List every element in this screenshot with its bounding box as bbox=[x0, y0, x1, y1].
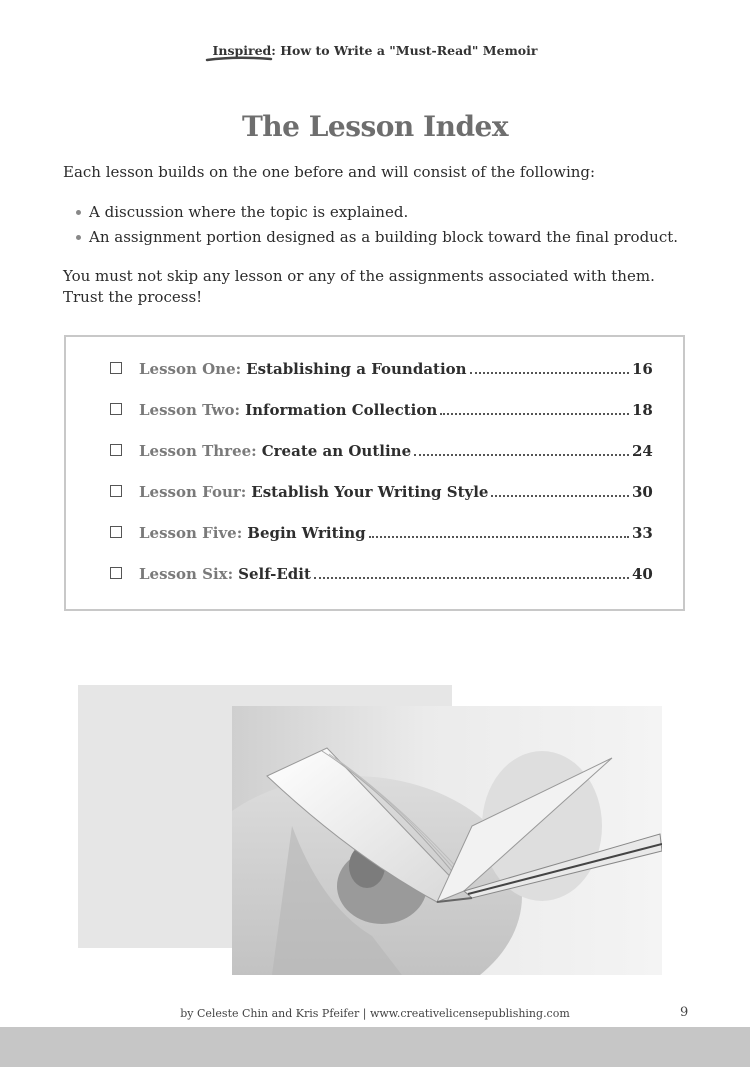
lesson-title: Establish Your Writing Style bbox=[251, 483, 489, 501]
list-item: A discussion where the topic is explained. bbox=[76, 202, 678, 227]
checkbox-icon[interactable] bbox=[110, 403, 122, 415]
lesson-number: Lesson Two: bbox=[139, 401, 241, 419]
lesson-page-number: 16 bbox=[632, 360, 653, 378]
open-book-photo bbox=[232, 706, 662, 975]
brush-underline-icon bbox=[205, 55, 273, 63]
page-title: The Lesson Index bbox=[241, 110, 509, 143]
lesson-row[interactable] bbox=[110, 563, 652, 585]
lesson-title: Self-Edit bbox=[238, 565, 311, 583]
lesson-number: Lesson Five: bbox=[139, 524, 243, 542]
checkbox-icon[interactable] bbox=[110, 362, 122, 374]
brand-name bbox=[213, 43, 276, 58]
dot-leader bbox=[314, 577, 629, 579]
lesson-title: Create an Outline bbox=[261, 442, 412, 460]
note-line: Trust the process! bbox=[63, 288, 203, 306]
intro-text: Each lesson builds on the one before and will consist of the following: bbox=[63, 163, 596, 181]
lesson-title: Information Collection bbox=[245, 401, 438, 419]
open-book-illustration bbox=[232, 706, 662, 975]
dot-leader bbox=[440, 413, 629, 415]
list-item: An assignment portion designed as a building block toward the final product. bbox=[76, 227, 678, 252]
dot-leader bbox=[491, 495, 629, 497]
checkbox-icon[interactable] bbox=[110, 526, 122, 538]
running-header bbox=[0, 43, 750, 58]
bullet-list bbox=[76, 202, 678, 252]
process-note bbox=[63, 266, 655, 308]
lesson-number: Lesson Three: bbox=[139, 442, 257, 460]
lesson-page-number: 33 bbox=[632, 524, 653, 542]
checkbox-icon[interactable] bbox=[110, 485, 122, 497]
lesson-page-number: 24 bbox=[632, 442, 653, 460]
lesson-page-number: 30 bbox=[632, 483, 653, 501]
lesson-page-number: 40 bbox=[632, 565, 653, 583]
brand-label: Inspired: bbox=[212, 43, 276, 58]
note-line: You must not skip any lesson or any of the assignments associated with them. bbox=[63, 267, 655, 285]
checkbox-icon[interactable] bbox=[110, 567, 122, 579]
dot-leader bbox=[369, 536, 629, 538]
checkbox-icon[interactable] bbox=[110, 444, 122, 456]
lesson-row[interactable] bbox=[110, 440, 652, 462]
page-footer: by Celeste Chin and Kris Pfeifer | www.creativelicensepublishing.com bbox=[180, 1007, 570, 1020]
header-subtitle: How to Write a "Must-Read" Memoir bbox=[280, 43, 538, 58]
footer-bar bbox=[0, 1027, 750, 1067]
lesson-title: Establishing a Foundation bbox=[246, 360, 467, 378]
lesson-row[interactable] bbox=[110, 358, 652, 380]
lesson-row[interactable] bbox=[110, 481, 652, 503]
lesson-number: Lesson One: bbox=[139, 360, 242, 378]
lesson-title: Begin Writing bbox=[247, 524, 366, 542]
dot-leader bbox=[414, 454, 629, 456]
lesson-row[interactable] bbox=[110, 399, 652, 421]
dot-leader bbox=[470, 372, 629, 374]
lesson-number: Lesson Six: bbox=[139, 565, 234, 583]
page-number: 9 bbox=[680, 1005, 689, 1020]
lesson-page-number: 18 bbox=[632, 401, 653, 419]
lesson-number: Lesson Four: bbox=[139, 483, 247, 501]
lesson-row[interactable] bbox=[110, 522, 652, 544]
